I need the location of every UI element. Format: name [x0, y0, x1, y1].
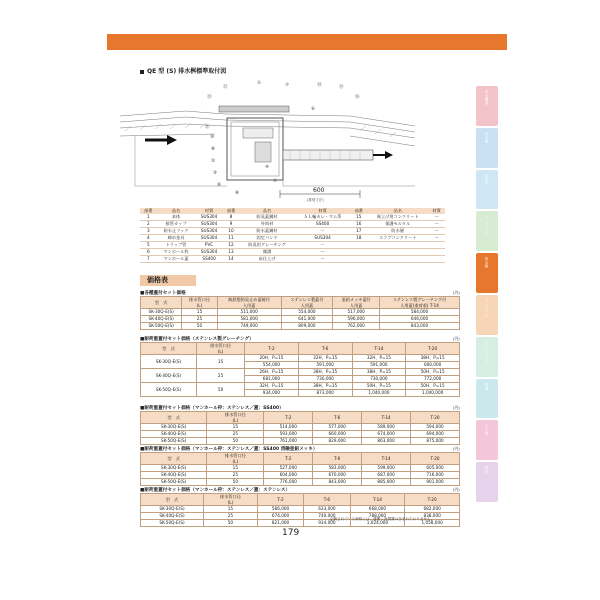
table-row	[141, 383, 460, 390]
pipe-size-cell: 15	[207, 424, 264, 431]
parts-cell: 防水止フック	[157, 228, 196, 235]
parts-cell	[428, 249, 445, 256]
callout-7: ⑦	[285, 83, 290, 88]
model-cell: SK-50Q-E(S)	[141, 479, 207, 486]
t3-unit: (円)	[453, 405, 460, 410]
parts-cell: スラブコンクリート	[367, 235, 428, 242]
price-cell: 761,000	[264, 438, 313, 445]
parts-cell: SS400	[295, 221, 351, 228]
parts-cell: ー	[295, 242, 351, 249]
price-header-cell: 排水管口径 (L)	[207, 412, 264, 424]
spec-cell: 32H、P=15	[352, 355, 406, 362]
pipe-size-cell: 25	[207, 431, 264, 438]
price-cell: 776,000	[264, 479, 313, 486]
parts-cell: PVC	[195, 242, 222, 249]
pipe-size-cell: 25	[182, 316, 217, 323]
callout-11: ⑪	[205, 125, 210, 130]
parts-cell: ー	[295, 228, 351, 235]
side-tab-label: 側溝	[485, 382, 490, 390]
price-cell: 674,000	[362, 431, 411, 438]
t1-title: ■各種蓋付セット価格	[140, 291, 186, 296]
parts-cell: マンホール蓋	[157, 256, 196, 263]
parts-cell: 18	[350, 235, 367, 242]
parts-cell: 防臭用グレーチング	[239, 242, 294, 249]
table-row	[140, 256, 445, 263]
price-header-cell: T-20	[405, 494, 460, 506]
parts-cell: 14	[223, 256, 240, 263]
page-top-bar	[107, 34, 507, 50]
model-cell: SK-40Q-E(S)	[141, 431, 207, 438]
table-row	[141, 431, 460, 438]
parts-cell	[367, 249, 428, 256]
parts-header-cell: 材質	[295, 208, 351, 214]
callout-8a: ⑧	[211, 147, 216, 152]
parts-header-cell: 品名	[157, 208, 196, 214]
parts-cell: SUS304	[195, 214, 222, 221]
callout-12: ⑫	[223, 85, 228, 90]
side-tab[interactable]	[476, 170, 498, 210]
side-tab-label: マンホール	[485, 299, 490, 317]
model-cell: SK-50Q-E(S)	[141, 520, 204, 527]
parts-cell	[428, 242, 445, 249]
price-header-cell: 亜鉛メッキ蓋付 人用蓋	[333, 297, 380, 309]
parts-cell: 17	[350, 228, 367, 235]
price-cell: 514,000	[264, 424, 313, 431]
parts-cell: 2	[140, 221, 157, 228]
model-cell: SK-30Q-E(S)	[141, 465, 207, 472]
price-cell: 589,000	[362, 424, 411, 431]
parts-cell: ー	[428, 228, 445, 235]
parts-cell: 防臭蓋鋼材	[239, 214, 294, 221]
parts-header-cell: 品名	[239, 208, 294, 214]
parts-cell: 本体	[157, 214, 196, 221]
price-cell: 772,000	[406, 376, 460, 383]
pipe-size-cell: 50	[207, 438, 264, 445]
pipe-size-cell: 50	[197, 383, 245, 397]
parts-cell: トラップ管	[157, 242, 196, 249]
parts-cell: 5	[140, 242, 157, 249]
parts-cell: SS400	[195, 256, 222, 263]
parts-cell: 6	[140, 249, 157, 256]
price-cell: 1,058,000	[405, 520, 460, 527]
stainless-lid-price-table	[140, 493, 460, 527]
model-cell: SK-40Q-E(S)	[141, 316, 182, 323]
parts-cell: ー	[295, 256, 351, 263]
price-cell: 583,000	[313, 465, 362, 472]
price-cell: 591,000	[352, 362, 406, 369]
spec-cell: 38H、P=15	[352, 369, 406, 376]
side-tab[interactable]	[476, 462, 498, 502]
spec-cell: 50H、P=15	[406, 383, 460, 390]
price-cell: 885,000	[362, 479, 411, 486]
parts-cell	[350, 242, 367, 249]
price-cell: 875,000	[411, 438, 460, 445]
model-cell: SK-50Q-E(S)	[141, 323, 182, 330]
price-cell: 605,000	[411, 465, 460, 472]
price-cell: 716,000	[411, 472, 460, 479]
parts-cell: ＳＬ輸カレ・ワム系	[295, 214, 351, 221]
table-row	[141, 506, 460, 513]
parts-cell: 7	[140, 256, 157, 263]
callout-5: ⑤	[273, 179, 278, 184]
price-cell: 511,000	[217, 309, 281, 316]
page-number: 179	[282, 528, 300, 538]
price-cell: 681,000	[245, 376, 299, 383]
price-header-cell: ステンレス製グレーチング付 人用蓋(重荷重) T-14	[380, 297, 460, 309]
price-cell: 788,000	[350, 513, 405, 520]
table-row	[140, 235, 445, 242]
pipe-size-cell: 50	[203, 520, 257, 527]
t1-unit: (円)	[453, 290, 460, 295]
t4-title: ■耐荷重蓋付セット価格（マンホール枠：ステンレス／蓋：SS400 溶融亜鉛メッキ）	[140, 447, 318, 452]
t5-unit: (円)	[453, 487, 460, 492]
price-header-cell: T-6	[313, 412, 362, 424]
price-cell: 730,000	[352, 376, 406, 383]
pipe-size-cell: 15	[197, 355, 245, 369]
parts-cell: 床仕上げ	[239, 256, 294, 263]
side-tab-label: 防水層	[485, 131, 490, 143]
table-row	[141, 472, 460, 479]
table-row	[140, 249, 445, 256]
price-cell: 694,000	[411, 431, 460, 438]
spec-cell: 20H、P=15	[245, 355, 299, 362]
price-header-cell: T-6	[313, 453, 362, 465]
price-header-cell: T-14	[350, 494, 405, 506]
t2-title: ■耐荷重蓋付セット価格（ステンレス製グレーチング）	[140, 337, 254, 342]
price-cell: 599,000	[362, 465, 411, 472]
parts-cell	[350, 256, 367, 263]
price-header-cell: 型 式	[141, 494, 204, 506]
parts-header-cell: 材質	[428, 208, 445, 214]
parts-cell: 16	[350, 221, 367, 228]
price-cell: 591,000	[298, 362, 352, 369]
side-tab-label: ルーフドレン	[485, 215, 490, 237]
parts-cell: 嵩上げ用コンクリート	[367, 214, 428, 221]
parts-cell: 15	[350, 214, 367, 221]
price-cell: 604,000	[264, 472, 313, 479]
model-cell: SK-40Q-E(S)	[141, 472, 207, 479]
side-tab[interactable]	[476, 86, 498, 126]
side-tab-label: 資料	[485, 466, 490, 474]
price-cell: 730,000	[298, 376, 352, 383]
parts-cell: SUS304	[295, 235, 351, 242]
dimension-note: (推奨寸法)	[307, 198, 324, 202]
side-tab[interactable]	[476, 379, 498, 419]
price-header-cell: ステンレス製蓋付 人用蓋	[281, 297, 333, 309]
pipe-size-cell: 50	[207, 479, 264, 486]
price-cell: 838,000	[405, 513, 460, 520]
parts-cell: ー	[295, 249, 351, 256]
callout-10: ⑩	[210, 135, 215, 140]
pipe-size-cell: 15	[203, 506, 257, 513]
side-tab-label: 排水桝	[485, 257, 490, 268]
model-cell: SK-40Q-E(S)	[141, 369, 197, 383]
parts-cell: 1	[140, 214, 157, 221]
price-header-cell: 排水管口径 (L)	[207, 453, 264, 465]
pipe-size-cell: 50	[182, 323, 217, 330]
spec-cell: 38H、P=15	[406, 355, 460, 362]
parts-cell: SUS304	[195, 235, 222, 242]
parts-cell: マンホール枠	[157, 249, 196, 256]
spec-cell: 32H、P=15	[245, 383, 299, 390]
price-header-cell: 型 式	[141, 453, 207, 465]
price-cell: 527,000	[264, 465, 313, 472]
price-cell: 600,000	[406, 362, 460, 369]
parts-cell: ー	[428, 221, 445, 228]
price-cell: 641,000	[281, 316, 333, 323]
callout-1: ①	[257, 81, 262, 86]
price-cell: 843,000	[380, 323, 460, 330]
price-table-heading: 価格表	[140, 275, 196, 286]
price-cell: 873,000	[298, 390, 352, 397]
t4-unit: (円)	[453, 446, 460, 451]
parts-cell: 9	[223, 221, 240, 228]
parts-cell: 8	[223, 214, 240, 221]
dimension-label: 600	[313, 187, 325, 194]
price-header-cell: T-14	[362, 453, 411, 465]
set-price-table	[140, 296, 460, 330]
pipe-size-cell: 15	[182, 309, 217, 316]
price-cell: 1,024,000	[350, 520, 405, 527]
table-row	[141, 438, 460, 445]
price-cell: 517,000	[333, 309, 380, 316]
price-cell: 554,000	[245, 362, 299, 369]
price-cell: 593,000	[264, 431, 313, 438]
parts-cell: 4	[140, 235, 157, 242]
side-tab[interactable]	[476, 211, 498, 251]
price-cell: 1,040,000	[406, 390, 460, 397]
parts-cell: 外筒材	[239, 221, 294, 228]
price-header-cell: 鋳鉄製防臭止め蓋鋳付 人用蓋	[217, 297, 281, 309]
price-header-cell: T-20	[406, 343, 460, 355]
parts-cell: 締め金具	[157, 235, 196, 242]
callout-8b: ⑧	[235, 191, 240, 196]
parts-cell: 3	[140, 228, 157, 235]
price-cell: 809,000	[281, 323, 333, 330]
table-row	[141, 369, 460, 376]
parts-cell: ー	[428, 235, 445, 242]
price-cell: 674,000	[257, 513, 303, 520]
price-cell: 581,000	[217, 316, 281, 323]
table-row	[141, 465, 460, 472]
price-header-cell: T-2	[245, 343, 299, 355]
table-row	[141, 424, 460, 431]
callout-15: ⑮	[339, 85, 344, 90]
price-header-cell: T-20	[411, 412, 460, 424]
price-header-cell: T-6	[298, 343, 352, 355]
side-index-tabs	[476, 86, 498, 504]
model-cell: SK-30Q-E(S)	[141, 309, 182, 316]
price-cell: 740,000	[304, 513, 350, 520]
table-row	[141, 316, 460, 323]
parts-cell: 12	[223, 242, 240, 249]
table-row	[140, 221, 445, 228]
callout-13: ⑬	[207, 95, 212, 100]
parts-cell: 防水層	[367, 228, 428, 235]
table-row	[140, 228, 445, 235]
price-cell: 682,000	[405, 506, 460, 513]
spec-cell: 26H、P=15	[245, 369, 299, 376]
price-header-cell: T-14	[362, 412, 411, 424]
model-cell: SK-30Q-E(S)	[141, 355, 197, 369]
callout-6: ⑥	[311, 107, 316, 112]
spec-cell: 38H、P=15	[298, 383, 352, 390]
parts-cell	[350, 249, 367, 256]
price-header-cell: T-6	[304, 494, 350, 506]
stainless-grating-price-table	[140, 342, 460, 397]
pipe-size-cell: 15	[207, 465, 264, 472]
price-cell: 863,000	[362, 438, 411, 445]
parts-cell: SUS304	[195, 221, 222, 228]
price-cell: 668,000	[350, 506, 405, 513]
price-header-cell: 排水管口径 (L)	[182, 297, 217, 309]
side-tab-label: 排水機器	[485, 90, 490, 105]
side-tab-label: その他	[485, 424, 490, 436]
model-cell: SK-50Q-E(S)	[141, 438, 207, 445]
price-header-cell: 型 式	[141, 412, 207, 424]
side-tab[interactable]	[476, 295, 498, 335]
parts-cell: 排管カップ	[157, 221, 196, 228]
price-footnote: 記載されている価格には、運搬・設置費は含まれておりません。	[330, 517, 435, 521]
callout-14: ⑭	[317, 83, 322, 88]
side-tab-label: グレーチング	[485, 340, 490, 363]
price-header-cell: 排水管口径 (L)	[203, 494, 257, 506]
spec-cell: 38H、P=15	[298, 369, 352, 376]
table-row	[141, 309, 460, 316]
installation-diagram	[115, 76, 475, 206]
model-cell: SK-40Q-E(S)	[141, 513, 204, 520]
parts-cell: 固定バンド	[239, 235, 294, 242]
price-cell: 1,040,000	[352, 390, 406, 397]
price-header-cell: 型 式	[141, 343, 197, 355]
table-row	[141, 323, 460, 330]
price-cell: 934,000	[245, 390, 299, 397]
parts-header-cell: 品名	[367, 208, 428, 214]
parts-cell: ー	[428, 214, 445, 221]
t2-unit: (円)	[453, 336, 460, 341]
price-header-cell: T-14	[352, 343, 406, 355]
t5-title: ■耐荷重蓋付セット価格（マンホール枠：ステンレス／蓋：ステンレス）	[140, 488, 291, 493]
table-row	[141, 479, 460, 486]
side-tab-label: 床排水	[485, 173, 490, 185]
callout-2: ②	[211, 159, 216, 164]
price-cell: 934,000	[304, 520, 350, 527]
price-cell: 633,000	[304, 506, 350, 513]
model-cell: SK-50Q-E(S)	[141, 383, 197, 397]
parts-cell	[367, 242, 428, 249]
price-cell: 762,000	[333, 323, 380, 330]
callout-3: ③	[213, 171, 218, 176]
parts-cell: 13	[223, 249, 240, 256]
price-header-cell: 排水管口径 (L)	[197, 343, 245, 355]
t3-title: ■耐荷重蓋付セット価格（マンホール枠：ステンレス／蓋：SS400）	[140, 406, 284, 411]
spec-cell: 50H、P=15	[352, 383, 406, 390]
price-header-cell: T-2	[264, 453, 313, 465]
price-cell: 901,000	[411, 479, 460, 486]
callout-4: ④	[265, 165, 270, 170]
price-cell: 821,000	[257, 520, 303, 527]
pipe-size-cell: 25	[203, 513, 257, 520]
price-cell: 594,000	[411, 424, 460, 431]
parts-cell: SUS304	[195, 228, 222, 235]
square-bullet-icon	[140, 70, 144, 74]
parts-header-cell: 材質	[195, 208, 222, 214]
parts-cell: 保護モルタル	[367, 221, 428, 228]
price-cell: 646,000	[380, 316, 460, 323]
table-row	[140, 242, 445, 249]
price-header-cell: T-20	[411, 453, 460, 465]
parts-cell: 10	[223, 228, 240, 235]
table-row	[141, 355, 460, 362]
parts-table	[140, 208, 445, 263]
pipe-size-cell: 25	[207, 472, 264, 479]
price-header-cell: 型 式	[141, 297, 182, 309]
price-cell: 584,000	[380, 309, 460, 316]
galvanized-lid-price-table	[140, 452, 460, 486]
callout-16: ⑯	[355, 95, 360, 100]
parts-cell: 11	[223, 235, 240, 242]
price-cell: 843,000	[313, 479, 362, 486]
parts-cell: 側溝	[239, 249, 294, 256]
model-cell: SK-30Q-E(S)	[141, 506, 204, 513]
parts-header-cell: 部番	[223, 208, 240, 214]
price-cell: 660,000	[313, 431, 362, 438]
price-cell: 586,000	[257, 506, 303, 513]
price-cell: 670,000	[313, 472, 362, 479]
parts-cell: SUS304	[195, 249, 222, 256]
parts-cell: 防水蓋鋼材	[239, 228, 294, 235]
side-tab[interactable]	[476, 337, 498, 377]
price-cell: 687,000	[362, 472, 411, 479]
model-cell: SK-30Q-E(S)	[141, 424, 207, 431]
price-cell: 554,000	[281, 309, 333, 316]
spec-cell: 32H、P=15	[298, 355, 352, 362]
diagram-title: QE 型 (S) 排水桝標準取付図	[140, 66, 226, 75]
price-cell: 829,000	[313, 438, 362, 445]
callout-9: ⑨	[217, 183, 222, 188]
side-tab[interactable]	[476, 420, 498, 460]
parts-cell	[367, 256, 428, 263]
pipe-size-cell: 25	[197, 369, 245, 383]
side-tab[interactable]	[476, 253, 498, 293]
price-cell: 749,000	[217, 323, 281, 330]
parts-cell	[428, 256, 445, 263]
parts-header-cell: 部番	[350, 208, 367, 214]
price-cell: 596,000	[333, 316, 380, 323]
side-tab[interactable]	[476, 128, 498, 168]
price-header-cell: T-2	[257, 494, 303, 506]
ss400-lid-price-table	[140, 411, 460, 445]
parts-header-cell: 部番	[140, 208, 157, 214]
price-cell: 577,000	[313, 424, 362, 431]
price-header-cell: T-2	[264, 412, 313, 424]
spec-cell: 50H、P=15	[406, 369, 460, 376]
